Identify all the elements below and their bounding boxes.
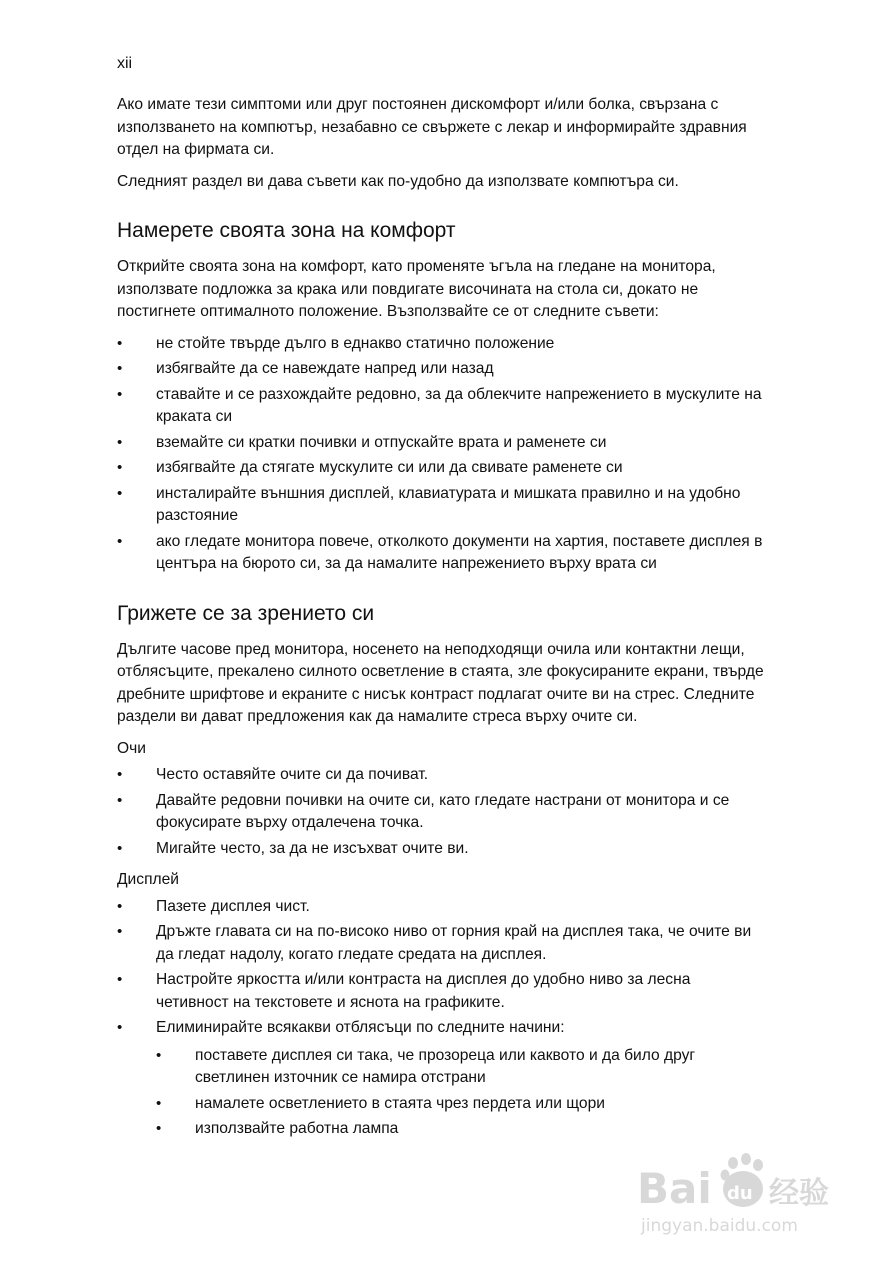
- page-number: xii: [117, 55, 133, 72]
- list-item: • избягвайте да стягате мускулите си или да свивате раменете си: [117, 457, 767, 480]
- eyes-list: [117, 764, 767, 860]
- intro-paragraph-1: Ако имате тези симптоми или друг постоянен дискомфорт и/или болка, свързана с използването на компютър, незабавно се свържете с лекар и информирайте здравния отдел на фирмата си.: [117, 96, 747, 158]
- list-item: • не стойте твърде дълго в еднакво статично положение: [117, 333, 767, 356]
- list-item: • използвайте работна лампа: [156, 1118, 767, 1141]
- watermark-brand: Bai: [637, 1164, 712, 1213]
- list-item: • вземайте си кратки почивки и отпускайте врата и раменете си: [117, 432, 767, 455]
- section-heading-comfort: Намерете своята зона на комфорт: [117, 219, 456, 242]
- list-item: • Пазете дисплея чист.: [117, 896, 767, 919]
- vision-paragraph: Дългите часове пред монитора, носенето на неподходящи очила или контактни лещи, отблясъците, прекалено силното осветление в стаята, зле фокусираните екрани, твърде дребните шрифтове и екраните с нисък контраст подлагат очите ви на стрес. Следните раздели ви дават предложения как да намалите стреса върху очите си.: [117, 640, 764, 725]
- bullet-icon: •: [156, 1094, 162, 1112]
- bullet-icon: •: [117, 385, 123, 403]
- list-item: • Мигайте често, за да не изсъхват очите ви.: [117, 838, 767, 861]
- eyes-subheading: Очи: [117, 739, 146, 757]
- list-item: • Често оставяйте очите си да почиват.: [117, 764, 767, 787]
- list-item: • намалете осветлението в стаята чрез пердета или щори: [156, 1093, 767, 1116]
- list-item: • Дръжте главата си на по-високо ниво от горния край на дисплея така, че очите ви да гледат надолу, когато гледате средата на дисплея.: [117, 923, 752, 963]
- list-item: • поставете дисплея си така, че прозореца или каквото и да било друг светлинен източник се намира отстрани: [156, 1046, 696, 1086]
- bullet-icon: •: [117, 923, 123, 940]
- bullet-icon: •: [117, 360, 123, 377]
- bullet-icon: •: [117, 897, 123, 915]
- display-list: [117, 896, 767, 1141]
- bullet-icon: •: [117, 766, 123, 783]
- intro-paragraph-2: Следният раздел ви дава съвети как по-удобно да използвате компютъра си.: [117, 172, 679, 190]
- bullet-icon: •: [117, 971, 123, 988]
- bullet-icon: •: [117, 433, 123, 451]
- list-item: • ако гледате монитора повече, отколкото документи на хартия, поставете дисплея в центъра на бюрото си, за да намалите напрежението върху врата си: [117, 532, 763, 572]
- comfort-paragraph: Открийте своята зона на комфорт, като променяте ъгъла на гледане на монитора, използвате подложка за крака или повдигате височината на стола си, докато не постигнете оптималното положение. Възползвайте се от следните съвети:: [117, 258, 716, 320]
- watermark-brand-suffix: du: [727, 1183, 753, 1204]
- bullet-icon: •: [117, 532, 123, 550]
- watermark-cn: 经验: [769, 1176, 829, 1211]
- list-item: • ставайте и се разхождайте редовно, за да облекчите напрежението в мускулите на краката си: [117, 385, 762, 425]
- watermark-logo: [633, 1145, 843, 1245]
- bullet-icon: •: [156, 1120, 162, 1137]
- bullet-icon: •: [117, 484, 123, 502]
- bullet-icon: •: [117, 334, 123, 352]
- watermark-url: jingyan.baidu.com: [641, 1216, 798, 1236]
- bullet-icon: •: [117, 459, 123, 476]
- bullet-icon: •: [117, 791, 123, 809]
- section-heading-vision: Грижете се за зрението си: [117, 601, 375, 625]
- bullet-icon: •: [117, 839, 123, 857]
- list-item: • Елиминирайте всякакви отблясъци по следните начини: • поставете дисплея си така, че прозореца или каквото и да било друг светлинен източник се намира отстрани • намалете осветлението в стаята чрез пердета или щори • използвайте работна лампа: [117, 1017, 767, 1141]
- bullet-icon: •: [117, 1019, 123, 1036]
- glare-sublist: [156, 1045, 767, 1141]
- list-item: • инсталирайте външния дисплей, клавиатурата и мишката правилно и на удобно разстояние: [117, 484, 741, 524]
- bullet-icon: •: [156, 1046, 162, 1064]
- list-item: • Настройте яркостта и/или контраста на дисплея до удобно ниво за лесна четивност на текстовете и яснота на графиките.: [117, 971, 691, 1011]
- display-subheading: Дисплей: [117, 871, 179, 888]
- list-item: • избягвайте да се навеждате напред или назад: [117, 358, 767, 381]
- comfort-list: [117, 333, 767, 576]
- document-page: [117, 52, 767, 1150]
- list-item: • Давайте редовни почивки на очите си, като гледате настрани от монитора и се фокусирате върху отдалечена точка.: [117, 791, 730, 831]
